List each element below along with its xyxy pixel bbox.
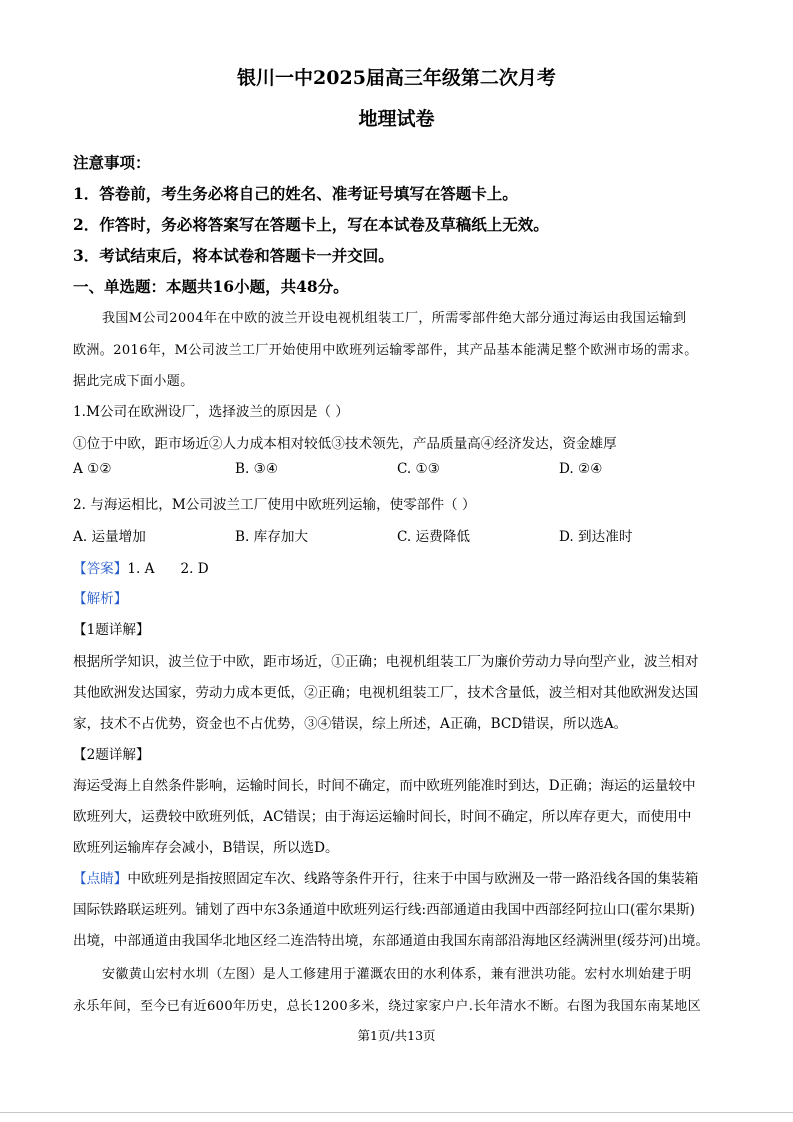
passage1-line-2: 欧洲。2016年，M公司波兰工厂开始使用中欧班列运输零部件，其产品基本能满足整个欧洲市场的需求。 — [73, 343, 698, 358]
passage2-line-1: 安徽黄山宏村水圳（左图）是人工修建用于灌溉农田的水利体系，兼有泄洪功能。宏村水圳始建于明 — [102, 967, 692, 982]
q1-option-b: B. ③④ — [235, 461, 279, 477]
tip-line-2: 国际铁路联运班列。铺划了西中东3条通道中欧班列运行线:西部通道由我国中西部经阿拉山口(霍尔果斯) — [73, 902, 695, 918]
analysis-tag: 【解析】 — [73, 591, 128, 607]
question-1-statements: ①位于中欧，距市场近②人力成本相对较低③技术领先，产品质量高④经济发达，资金雄厚 — [73, 436, 617, 452]
page-divider — [0, 1112, 793, 1113]
answer-2: 2. D — [180, 561, 209, 577]
answer-1: 1. A — [127, 561, 155, 577]
notice-item-1: 1．答卷前，考生务必将自己的姓名、准考证号填写在答题卡上。 — [73, 184, 518, 203]
q1-option-c: C. ①③ — [397, 461, 440, 477]
exam-title: 银川一中2025届高三年级第二次月考 — [237, 67, 556, 89]
q1-option-a: A ①② — [73, 461, 112, 477]
tip-line-1 — [73, 867, 698, 887]
notice-item-3: 3．考试结束后，将本试卷和答题卡一并交回。 — [73, 246, 394, 265]
detail-1-line-2: 其他欧洲发达国家，劳动力成本更低，②正确；电视机组装工厂，技术含量低，波兰相对其他欧洲发达国 — [73, 685, 699, 701]
detail-1-line-3: 家，技术不占优势，资金也不占优势，③④错误，综上所述，A正确，BCD错误，所以选A。 — [73, 716, 628, 732]
exam-subtitle: 地理试卷 — [358, 108, 435, 130]
passage1-line-1: 我国M公司2004年在中欧的波兰开设电视机组装工厂，所需零部件绝大部分通过海运由我国运输到 — [102, 311, 687, 326]
q1-option-d: D. ②④ — [559, 461, 603, 477]
notice-heading: 注意事项： — [73, 153, 151, 172]
q2-option-c: C. 运费降低 — [397, 529, 470, 545]
passage1-line-3: 据此完成下面小题。 — [73, 374, 194, 389]
answer-line — [73, 557, 209, 577]
detail-2-line-1: 海运受海上自然条件影响，运输时间长，时间不确定，而中欧班列能准时到达，D正确；海运的运量较中 — [73, 778, 696, 794]
detail-2-line-2: 欧班列大，运费较中欧班列低，AC错误；由于海运运输时间长，时间不确定，所以库存更大，而使用中 — [73, 809, 692, 825]
page-footer: 第1页/共13页 — [357, 1028, 436, 1043]
tip-line-3: 出境，中部通道由我国华北地区经二连浩特出境，东部通道由我国东南部沿海地区经满洲里(绥芬河)出境。 — [73, 933, 709, 949]
q2-option-a: A. 运量增加 — [73, 529, 146, 545]
passage2-line-2: 永乐年间，至今已有近600年历史，总长1200多米，绕过家家户户.长年清水不断。右图为我国东南某地区 — [73, 999, 702, 1014]
question-1-stem: 1.M公司在欧洲设厂，选择波兰的原因是（ ） — [73, 404, 349, 420]
detail-1-heading: 【1题详解】 — [73, 622, 150, 638]
notice-item-2: 2．作答时，务必将答案写在答题卡上，写在本试卷及草稿纸上无效。 — [73, 215, 549, 234]
tip-text-1: 中欧班列是指按照固定车次、线路等条件开行，往来于中国与欧洲及一带一路沿线各国的集装箱 — [127, 871, 699, 887]
question-2-stem: 2. 与海运相比，M公司波兰工厂使用中欧班列运输，使零部件（ ） — [73, 497, 476, 513]
section-heading: 一、单选题：本题共16小题，共48分。 — [73, 277, 349, 296]
detail-1-line-1: 根据所学知识，波兰位于中欧，距市场近，①正确；电视机组装工厂为廉价劳动力导向型产业，波兰相对 — [73, 654, 699, 670]
answer-tag: 【答案】 — [73, 561, 128, 577]
q2-option-b: B. 库存加大 — [235, 529, 309, 545]
detail-2-line-3: 欧班列运输库存会减小，B错误，所以选D。 — [73, 840, 339, 856]
detail-2-heading: 【2题详解】 — [73, 747, 150, 763]
tip-tag: 【点睛】 — [73, 871, 128, 887]
q2-option-d: D. 到达准时 — [559, 529, 633, 545]
